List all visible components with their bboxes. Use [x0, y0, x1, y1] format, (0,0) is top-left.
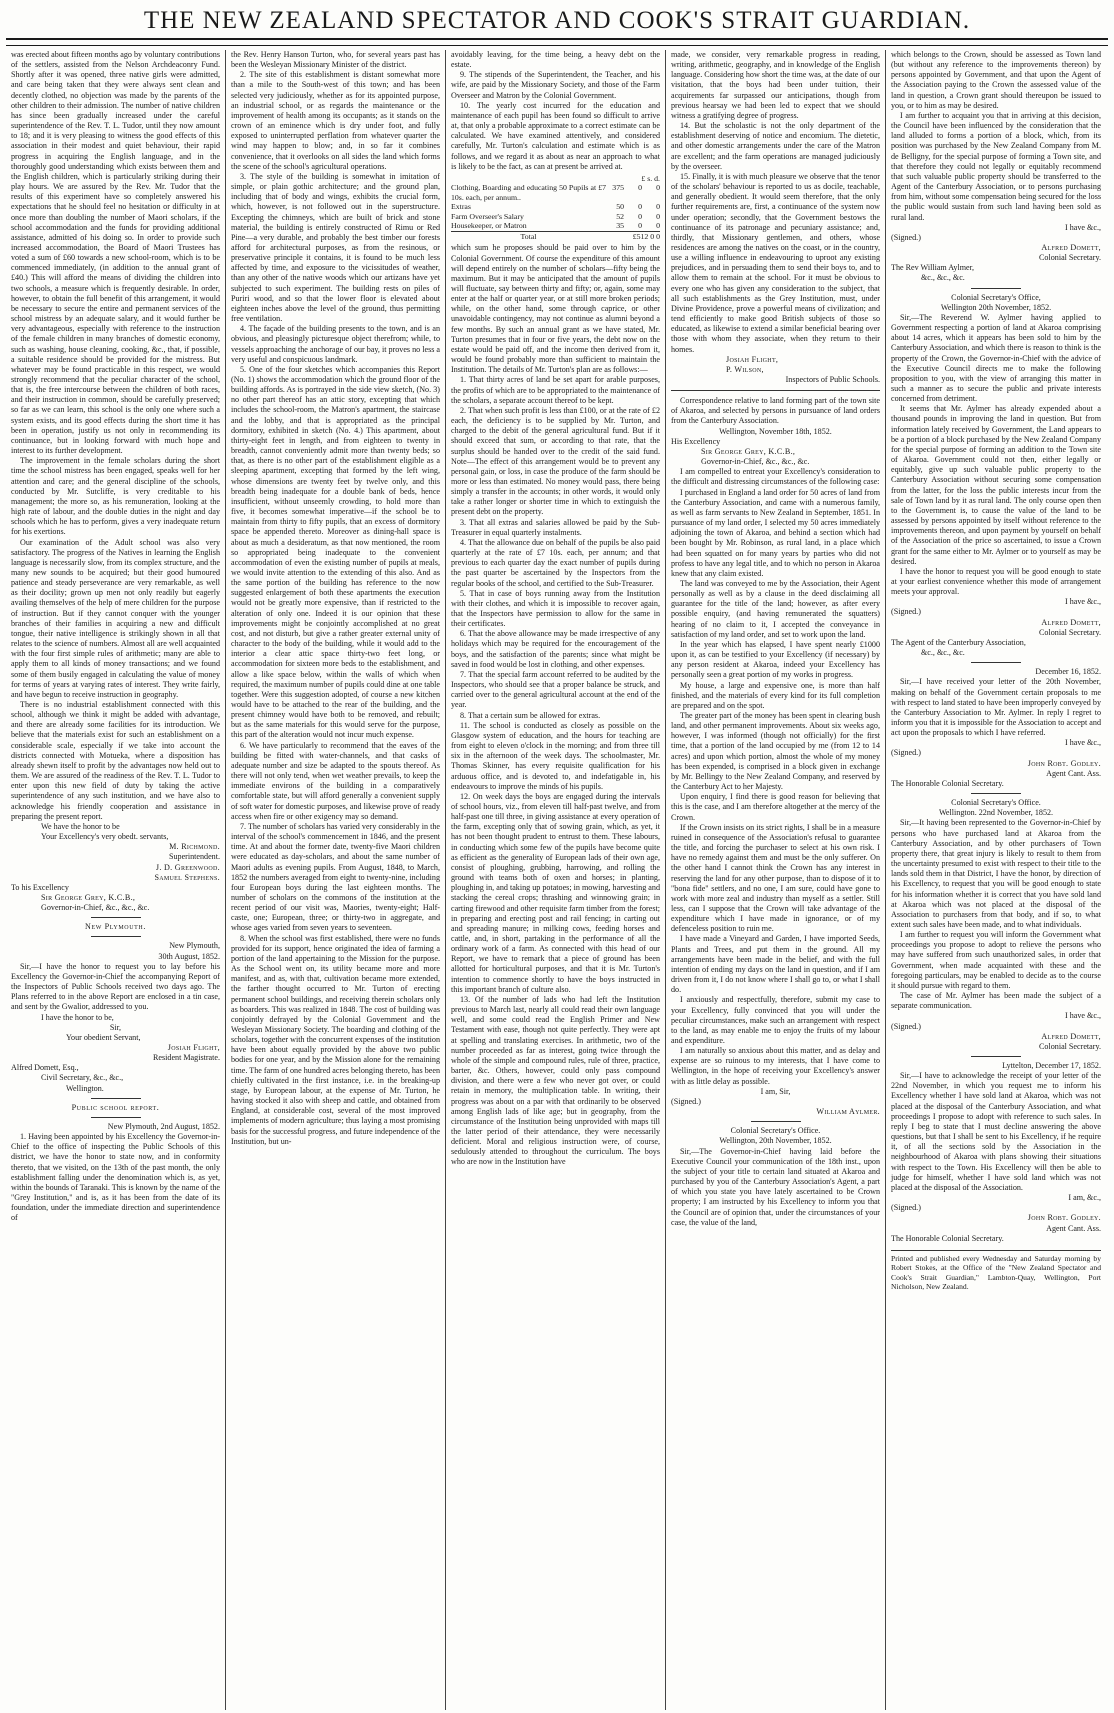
paragraph: Sir,—I have received your letter of the 20th November, making on behalf of the Government certain proposals to me with respect to land stated to have been improperly conveyed by the Canterbury Association to Mr. Aylmer. In reply I regret to inform you that it is impossible for the Association to accept and act upon the proposals to which I have referred.	[891, 677, 1101, 738]
cost-shillings: 0	[638, 202, 642, 212]
list-item: 1. That thirty acres of land be set apart for arable purposes, the profits of which are to be appropriated to the maintenance of the scholars, a separate account thereof to be kept.	[451, 375, 660, 405]
cost-shillings: 0	[638, 183, 642, 193]
paragraph: 7. The number of scholars has varied very considerably in the interval of the school's commencement in 1846, and the present time. At and about the former date, twenty-five Maori children were educated as day-scholars, and about the same number of Maori adults as evening pupils. From August, 1848, to March, 1852 the numbers averaged from eight to twenty-nine, including four European boys during the last eighteen months. The number of scholars on the commons of the institution at the recent period of our visit was, Maories, twenty-eight; Half-caste, one; European, three; or thirty-two in aggregate, and whose ages varied from seven years to seventeen.	[231, 821, 440, 933]
addressee: The Agent of the Canterbury Association,	[891, 637, 1026, 647]
signature: Alfred Domett,	[1041, 617, 1101, 627]
signature: William Aylmer.	[816, 1107, 880, 1117]
paragraph: I have the honor to request you will be good enough to state at your earliest convenience whether this mode of arrangement meets your approval.	[891, 566, 1101, 597]
cost-total-label: Total	[451, 231, 606, 241]
signature: Alfred Domett,	[1041, 242, 1101, 252]
paragraph: 9. The stipends of the Superintendent, the Teacher, and his wife, are paid by the Missionary Society, and those of the Farm Overseer and Matron by the Colonial Government.	[451, 70, 660, 100]
closing-line: I have &c.,	[1065, 738, 1101, 748]
section-intro: Correspondence relative to land forming part of the town site of Akaroa, and selected by persons in pursuance of land orders from the Canterbury Association.	[671, 396, 880, 426]
paragraph: 11. The school is conducted as closely as possible on the Glasgow system of education, and the hours for teaching are from eight to eleven o'clock in the morning; and from three till six in the afternoon of the week days. The schoolmaster, Mr. Thomas Skinner, has every requisite qualification for his arduous office, and is devoted to, and indefatigable in, his endeavours to improve the minds of his pupils.	[451, 720, 660, 791]
table-row	[451, 221, 660, 231]
paragraph: 2. The site of this establishment is distant somewhat more than a mile to the South-west of this town; and has been selected very judiciously, whether as for its appointed purpose, an industrial school, or as regards the maintenance or the improvement of health among its occupants; as it stands on the crown of an eminence which is dry under foot, and fully exposed to uninterrupted perflation from whatever quarter the wind may happen to blow; and, in so far it combines convenience, that it overlooks on all sides the land which forms the scene of the school's agricultural operations.	[231, 70, 440, 171]
signature-title: Colonial Secretary.	[1039, 1041, 1101, 1051]
paragraph: 12. On week days the boys are engaged during the intervals of school hours, viz., from eleven till half-past twelve, and from half-past one till three, in giving assistance at every operation of the farm, excepting only that of sowing grain, which, as yet, it has not been thought prudent to entrust to them. These labours, in conducting which some few of the pupils have become quite as efficient as the generality of European lads of their own age, consist of ploughing, grubbing, harrowing, and rolling the ground with teams both of oxen and horses; in planting, ploughing in, and taking up potatoes; in mowing, harvesting and stacking the cereal crops; thrashing and winnowing grain; in carting firewood and other requisite farm timber from the forest; in preparing and erecting post and rail fencing; in carting out and spreading manure; in milking cows, feeding horses and cattle, and, in short, partaking in the performance of all the ordinary work of a farm. As connected with this head of our Report, we have to remark that a piece of ground has been allotted for horticultural purposes, and that it is Mr. Turton's intention to commence shortly to have the boys instructed in this important branch of culture also.	[451, 791, 660, 994]
signature: John Robt. Godley.	[1027, 1213, 1101, 1223]
divider	[91, 1117, 141, 1118]
cost-label: Clothing, Boarding and educating 50 Pupils at £7 10s. each, per annum..	[451, 183, 606, 202]
table-row	[451, 212, 660, 222]
divider	[971, 793, 1021, 794]
column-2	[226, 50, 446, 1710]
dateline: New Plymouth, 2nd August, 1852.	[107, 1121, 220, 1131]
divider	[971, 1056, 1021, 1057]
masthead-rule	[6, 38, 1108, 46]
signature: M. Richmond.	[169, 842, 220, 852]
paragraph: which belongs to the Crown, should be assessed as Town land (but without any reference to the improvements thereon) by persons appointed by Government, and that upon the Agent of the Association paying to the Crown the assessed value of the land in question, a Crown grant should thereupon be issued to you, or to him as may be desired.	[891, 50, 1101, 110]
cost-label: Farm Overseer's Salary	[451, 211, 524, 221]
paragraph: Upon enquiry, I find there is good reason for believing that this is the case, and I am therefore altogether at the mercy of the Crown.	[671, 792, 880, 822]
closing-line: Your Excellency's very obedt. servants,	[41, 832, 169, 842]
signed-mark: (Signed.)	[891, 607, 921, 617]
cost-pounds: 52	[616, 211, 624, 221]
signed-mark: (Signed.)	[891, 748, 921, 758]
divider	[91, 917, 141, 918]
signature-title: Agent Cant. Ass.	[1046, 768, 1101, 778]
table-row-total	[451, 231, 660, 241]
column-4	[666, 50, 886, 1710]
signature: P. Wilson,	[726, 364, 764, 374]
closing-line: I have &c.,	[1065, 1011, 1101, 1021]
paragraph: 8. When the school was first established, there were no funds provided for its support, hence originated the idea of farming a portion of the land appertaining to the Mission for the purpose. As the School went on, its utility became more and more manifest, and as, with that, cultivation became more extended, the farther thought occurred to Mr. Turton of erecting permanent school buildings, and receiving therein scholars only as boarders. This was realized in 1848. The cost of building was conjointly defrayed by the Colonial Government and the Wesleyan Missionary Society. The boarding and clothing of the scholars, together with the concurrent expenses of the institution have been about equally provided by the above two public bodies for one year, and by the Mission alone for the remaining time. The farm of one hundred acres belonging thereto, has been chiefly cultivated in the first instance, i.e. in the breaking-up stage, by European labour, at the expense of Mr. Turton, he having stocked it also with sheep and cattle, and obtained from England, at considerable cost, several of the most improved implements of modern agriculture; thus laying a most promising basis for the successful progress, and future independence of the Institution, but un-	[231, 933, 440, 1146]
addressee: Civil Secretary, &c., &c.,	[41, 1073, 124, 1083]
closing-line: I am, &c.,	[1068, 1193, 1101, 1203]
section-heading: New Plymouth.	[85, 922, 146, 932]
office-heading: Colonial Secretary's Office.	[951, 798, 1041, 808]
list-item: 2. That when such profit is less than £100, or at the rate of £2 each, the deficiency is to be supplied by Mr. Turton, and charged to the debit of the general agricultural fund. But if it should exceed that sum, or according to that rate, that the surplus should be handed over to the credit of the said fund. Note—The effect of this arrangement would be to prevent any personal gain, or loss, in case the produce of the farm should be more or less than estimated. No money would pass, there being simply a transfer in the accounts; in other words, it would only take a rather longer or shorter time in which to extinguish the present debt on the property.	[451, 405, 660, 517]
cost-pence: 0	[656, 183, 660, 193]
paragraph: 1. Having been appointed by his Excellency the Governor-in-Chief to the office of inspecting the Public Schools of this district, we have the honor to state now, and in conformity thereto, that we visited, on the 13th of the past month, the only establishment falling under the denomination which is, as yet, within the bounds of Taranaki. This is known by the name of the "Grey Institution," and is, as it has been from the date of its foundation, under the immediate direction and superintendence of	[11, 1132, 220, 1223]
cost-label: Housekeeper, or Matron	[451, 221, 527, 231]
divider	[751, 1121, 801, 1122]
paragraph: was erected about fifteen months ago by voluntary contributions of the settlers, assisted from the Nelson Archdeaconry Fund. Shortly after it was opened, three native girls were admitted, and care being taken that they were always sent clean and decently clothed, no objection was made by the parents of the other children to their admission. The number of native children has since been gradually increased under the careful superintendence of the Rev. T. L. Tudor, until they now amount to 18; and it is very pleasing to witness the good effects of this association in their modest and quiet behaviour, their rapid progress in acquiring the English language, and in the thoroughly good understanding which exists between them and the English children, which is particularly striking during their play hours. We are assured by the Rev. Mr. Tudor that the results of this experiment have so completely answered his expectations that he should feel no hesitation or difficulty in at once more than doubling the number of Maori scholars, if the school accommodation and the funds for providing additional assistance, admitted of his doing so. In order to provide such increased accommodation, the Board of Maori Trustees has voted a sum of £60 towards a new school-room, which is to be commenced immediately, (in addition to the annual grant of £40.) This will afford the means of dividing the children into two schools, a measure which is frequently desirable. In order, however, to obtain the full benefit of this arrangement, it would be necessary to secure the entire and permanent services of the school mistress by an adequate salary, and it would further be very advantageous, especially with reference to the instruction of the female children in many branches of domestic economy, such as washing, house cleaning, cooking, &c., that, if possible, a suitable residence should be provided for the mistress. But whatever may be found practicable in this respect, we would strongly recommend that the peculiar character of the school, that is, the free intercourse between the children of both races, and their instruction in common, should be carefully preserved; so far as we can learn, this school is the only one where such a system exists, and its good effects during the short time it has been in operation, justify us not only in recommending its continuance, but in looking forward with much hope and interest to its further development.	[11, 50, 220, 456]
cost-shillings: 0	[638, 211, 642, 221]
paragraph: 15. Finally, it is with much pleasure we observe that the tenor of the scholars' behaviour is reported to us as docile, teachable, and generally obedient. It would seem therefore, that the only further requirements are, first, a continuance of the system now under operation; secondly, that the Government bestows the continuance of its patronage and pecuniary assistance; and, thirdly, that Missionary gentlemen, and others, whose residences are among the natives on the coast, or in the country, use a willing influence in endeavouring to uproot any existing prejudices, and in persuading them to send their boys to, and to allow them to remain at the school. For it must be obvious to every one who has given any consideration to the subject, that all such establishments as the Grey Institution, must, under Divine Providence, prove a powerful means of civilization; and tend efficiently to make good British subjects of those so educated, as likewise to extend a similar beneficial bearing over those with whom they associate, when they return to their homes.	[671, 171, 880, 354]
paragraph: which sum he proposes should be paid over to him by the Colonial Government. Of course the expenditure of this amount will depend entirely on the number of scholars—fifty being the maximum. But it may be anticipated that the amount of pupils will fluctuate, say between thirty and fifty; or, again, some may enter at the half or quarter year, or at still more broken periods; while, on the other hand, some through caprice, or other unavoidable contingency, may not continue as alumni beyond a few months. By such an annual grant as we have stated, Mr. Turton presumes that in four or five years, the debt now on the estate would be paid off, and the income then derived from it, would be found probably more than sufficient to maintain the Institution. The details of Mr. Turton's plan are as follows:—	[451, 243, 660, 375]
dateline: Wellington 20th November, 1852.	[940, 302, 1052, 312]
closing-line: I have &c.,	[1065, 597, 1101, 607]
paragraph: Our examination of the Adult school was also very satisfactory. The progress of the Natives in learning the English language is necessarily slow, from its complex structure, and the many new sounds to be acquired; but their good humoured patience and steady perseverance are very remarkable, as well as their docility; grown up men not only readily but eagerly availing themselves of the help of mere children for the purpose of instruction. But if they cannot conquer with the younger branches of their families in acquiring a new and difficult tongue, their native intelligence is strikingly shown in all that relates to the science of numbers. Almost all are well acquainted with the four first simple rules of arithmetic; many are able to apply them to all kinds of money transactions; and we found some of them busily engaged in calculating the value of money for terms of years at varying rates of interest. They write fairly, and have begun to receive instruction in geography.	[11, 537, 220, 699]
paragraph: The greater part of the money has been spent in clearing bush land, and other permanent improvements. About six weeks ago, however, I was informed (though not officially) for the first time, that a portion of the land occupied by me (from 12 to 14 acres) and upon which portion, almost the whole of my money has been expended, is comprised in a block given in exchange by Mr. Bellingy to the New Zealand Company, and reserved by the Canterbury Act to her Majesty.	[671, 711, 880, 792]
signature: Samuel Stephens.	[154, 872, 220, 882]
dateline: New Plymouth,	[169, 941, 220, 951]
list-item: 3. That all extras and salaries allowed be paid by the Sub-Treasurer in equal quarterly instalments.	[451, 517, 660, 537]
paragraph: 14. But the scholastic is not the only department of the establishment deserving of notice and encomium. The dietetic, and other domestic arrangements under the care of the Matron are excellent; and the farm operations are managed judiciously by the overseer.	[671, 121, 880, 171]
cost-pence: 0	[656, 202, 660, 212]
paragraph: Sir,—The Reverend W. Aylmer having applied to Government respecting a portion of land at Akaroa comprising about 14 acres, which it appears has been sold to him by the Canterbury Association, and which there is reason to think is the property of the Crown, the Governor-in-Chief with the advice of the Executive Council directs me to make the following proposition to you, with the view of arranging this matter in such a manner as to secure the public and private interests concerned from detriment.	[891, 312, 1101, 404]
dateline: Wellington, November 18th, 1852.	[719, 426, 832, 436]
cost-pounds: 375	[612, 183, 624, 193]
paragraph: If the Crown insists on its strict rights, I shall be in a measure ruined in consequence of the Association's refusal to guarantee the title, and forcing the purchaser to select at his own risk. I have no remedy against them and must be the only sufferer. On the other hand I cannot think the Crown has any interest in reserving the land for any other purpose, than to dispose of it to "bona fide" settlers, and no one, I am sure, could have gone to work with more zeal and industry than myself as a settler. Still less, can I suppose that the Crown will take advantage of the expenditure which I have made in ignorance, or of my defenceless position to ruin me.	[671, 822, 880, 934]
signature-title: Agent Cant. Ass.	[1046, 1223, 1101, 1233]
cost-pence: 0	[656, 221, 660, 231]
list-item: 5. That in case of boys running away from the Institution with their clothes, and which it is impossible to recover again, that the Inspectors have permission to allow for the same in their certificates.	[451, 588, 660, 629]
column-3	[446, 50, 666, 1710]
masthead-title: THE NEW ZEALAND SPECTATOR AND COOK'S STRAIT GUARDIAN.	[143, 7, 971, 34]
signature-title: Inspectors of Public Schools.	[785, 375, 880, 384]
list-item: 4. That the allowance due on behalf of the pupils be also paid quarterly at the rate of £7 10s. each, per annum; and that previous to each quarter day the exact number of pupils during the past quarter be ascertained by the Inspectors from the regular books of the school, and certified to the Sub-Treasurer.	[451, 537, 660, 588]
signed-mark: (Signed.)	[891, 1021, 921, 1031]
paragraph: the Rev. Henry Hanson Turton, who, for several years past has been the Wesleyan Missionary Minister of the district.	[231, 50, 440, 70]
paragraph: 4. The façade of the building presents to the town, and is an obvious, and pleasingly picturesque object therefrom; while, to vessels approaching the anchorage of our bay, it proves no less a very useful and conspicuous landmark.	[231, 324, 440, 364]
paragraph: I am naturally so anxious about this matter, and as delay and expense are so ruinous to my interests, that I have come to Wellington, in the hope of receiving your Excellency's answer with as little delay as possible.	[671, 1046, 880, 1086]
addressee: Governor-in-Chief, &c., &c., &c.	[41, 903, 150, 913]
paragraph: 13. Of the number of lads who had left the Institution previous to March last, nearly all could read their own language well, and some could read the English Primer and New Testament with ease, though not quite perfectly. They were apt at spelling and translating exercises. In arithmetic, two of the number proceeded as far as interest, going twice through the whole of the simple and compound rules, rule of three, practice, barter, &c. Others, however, could only pass compound division, and there were a few who never got over, or could retain in memory, the multiplication table. In writing, their progress was about on a par with that ordinarily to be observed among English lads of like age; but in geography, from the circumstance of the Institution being unprovided with maps till the latter period of their attendance, they were necessarily deficient. Moral and religious instruction were, of course, sedulously attended to throughout the curriculum. The boys who are now in the Institution have	[451, 994, 660, 1167]
section-heading: Public school report.	[71, 1102, 160, 1112]
printer-imprint	[891, 1250, 1101, 1292]
closing-line: Sir,	[109, 1022, 122, 1032]
divider	[971, 288, 1021, 289]
cost-pounds: 35	[616, 221, 624, 231]
paragraph: The case of Mr. Aylmer has been made the subject of a separate communication.	[891, 991, 1101, 1011]
cost-table-header: £ s. d.	[641, 173, 660, 183]
cost-pounds: 50	[616, 202, 624, 212]
divider	[971, 662, 1021, 663]
closing-line: I have the honor to be,	[41, 1012, 114, 1022]
paragraph: 5. One of the four sketches which accompanies this Report (No. 1) shows the accommodation which the ground floor of the building affords. As is portrayed in the side view sketch, (No. 3) no other part thereof has an attic story, excepting that which includes the school-room, the Matron's apartment, the staircase and the lobby, and that is appropriated as the principal dormitory, exhibited in sketch (No. 4.) This apartment, about thirty-eight feet in length, and from eighteen to twenty in breadth, cannot conveniently admit more than twenty beds; so that, as there is no other part of the establishment eligible as a sleeping apartment, excepting that formed by the left wing, whose dimensions are twenty feet by twelve only, and this breadth being inadequate for a double bank of beds, hence insufficient, without unseemly crowding, to hold more than five, it becomes somewhat imperative—if the school be to maintain from thirty to fifty pupils, that an excess of dormitory space be appended thereto. Moreover as dining-hall space is about as much a desideratum, as that now mentioned, the room so appropriated being inadequate to the convenient accommodation of even the existing number of pupils at meals, we would invite attention to the extending of this also. And as the same portion of the building has reference to the now suggested enlargement of both these apartments the execution would not be greatly more expensive, than if restricted to the alteration of only one. Indeed it is our opinion that these improvements might be conjointly accomplished at no great cost, and not disturb, but give a rather greater external unity of character to the body of the building, while it would add to the interior a clear attic space thirty-two feet long, or accommodation for sixteen more beds to the establishment, and allow a like space below, within the walls of which when required, the maximum number of pupils could dine at one table together. Were this suggestion adopted, of course a new kitchen would have to be attached to the rear of the building, and the present chimney would have both to be removed, and rebuilt; but as the same materials for this would serve for the purpose, this part of the alteration would not incur much expense.	[231, 364, 440, 740]
divider	[671, 390, 880, 391]
signature: Josiah Flight,	[167, 1043, 220, 1052]
paragraph: I have made a Vineyard and Garden, I have imported Seeds, Plants and Trees, and put them in the ground. All my arrangements have been made in the belief, and with the full intention of ending my days on the land in question, and if I am driven from it, I do not know where I shall go to, or what I shall do.	[671, 934, 880, 995]
paragraph: I purchased in England a land order for 50 acres of land from the Canterbury Association, and came with a numerous family, as well as farm servants to New Zealand in September, 1851. In pursuance of my land order, I selected my 50 acres immediately adjoining the town of Akaroa, and behind a section which had been bought by Mr. Robinson, as rural land, in a place which had been squatted on for many years by parties who did not profess to have any legal title, and to which no person in Akaroa knew that any claim existed.	[671, 487, 880, 578]
paragraph: 6. We have particularly to recommend that the eaves of the building be fitted with water-channels, and that casks of adequate number and size be adapted to the spouts thereof. As there will not only tend, when wet weather prevails, to keep the immediate environs of the building in a comparatively comfortable state, but will afford generally a convenient supply of soft water for domestic purposes, and likewise prove of ready access when fire or other exigency may so demand.	[231, 740, 440, 821]
signature: Alfred Domett,	[1041, 1031, 1101, 1041]
list-item: 6. That the above allowance may be made irrespective of any holidays which may be required for the encouragement of the boys, and the satisfaction of the parents; since what might be saved in food would be lost in clothing, and other expenses.	[451, 629, 660, 669]
columns	[6, 50, 1108, 1710]
paragraph: The improvement in the female scholars during the short time the school mistress has been engaged, speaks well for her attention and care; and the general discipline of the schools, conducted by Mr. Sutcliffe, is very creditable to his management; the more so, as his remuneration, looking at the high rate of labour, and the double duties in the night and day schools which he has to perform, gives a very inadequate return for his exertions.	[11, 456, 220, 537]
addressee: The Honorable Colonial Secretary.	[891, 778, 1004, 788]
addressee: Wellington.	[66, 1083, 104, 1093]
addressee: Alfred Domett, Esq.,	[11, 1063, 79, 1073]
signed-mark: (Signed.)	[891, 232, 921, 242]
closing-line: I am, Sir,	[760, 1086, 791, 1096]
imprint-text: Printed and published every Wednesday and Saturday morning by Robert Stokes, at the Office of the "New Zealand Spectator and Cook's Strait Guardian," Lambton-Quay, Wellington, Port Nicholson, New Zealand.	[891, 1253, 1101, 1292]
paragraph: 10. The yearly cost incurred for the education and maintenance of each pupil has been found so difficult to arrive at, that only a probable approximate to a correct estimate can be calculated. We have examined attentively, and considered carefully, Mr. Turton's calculation and estimate which is as follows, and we regard it as about as near an approach to what is likely to be the fact, as can at present be arrived at.	[451, 100, 660, 171]
dateline: Lyttelton, December 17, 1852.	[1002, 1061, 1101, 1070]
paragraph: I am compelled to entreat your Excellency's consideration to the difficult and distressing circumstances of the following case:	[671, 467, 880, 487]
dateline: December 16, 1852.	[1035, 667, 1101, 677]
addressee: &c., &c., &c.	[921, 648, 965, 658]
cost-table	[451, 174, 660, 242]
list-item: 8. That a certain sum be allowed for extras.	[460, 710, 601, 720]
paragraph: There is no industrial establishment connected with this school, although we think it might be added with advantage, and there are already some facilities for its introduction. We believe that the materials exist for such an establishment on a considerable scale, especially if we take into account the districts connected with Motueka, where a disposition has already shewn itself to profit by the advantages now held out to them. We are assured of the readiness of the Rev. T. L. Tudor to enter upon this new field of duty by taking the active superintendence of any such institution, and we have also to acknowledge his friendly cooperation and assistance in preparing the present report.	[11, 700, 220, 821]
paragraph: The land was conveyed to me by the Association, their Agent personally as well as by a clause in the deed disclaiming all guarantee for the title of the land; however, as after every possible enquiry, (and having remunerated the squatters) hearing of no claim to it, I accepted the conveyance in satisfaction of my land order, and set to work upon the land.	[671, 578, 880, 639]
signature-title: Superintendent.	[168, 852, 220, 862]
addressee: Sir George Grey, K.C.B.,	[41, 892, 136, 902]
addressee: &c., &c., &c.	[921, 273, 965, 283]
closing-line: We have the honor to be	[41, 821, 120, 831]
office-heading: Colonial Secretary's Office.	[730, 1126, 821, 1136]
paragraph: Sir,—I have the honor to request you to lay before his Excellency the Governor-in-Chief the accompanying Report of the Inspectors of Public Schools received two days ago. The Plans referred to in the above Report are enclosed in a tin case, and sent by the Gwalior, addressed to you.	[11, 961, 220, 1012]
closing-line: I have &c.,	[1065, 222, 1101, 232]
paragraph: I am further to acquaint you that in arriving at this decision, the Council have been influenced by the consideration that the land alluded to forms a portion of a block, which, from its position was purchased by the New Zealand Company from M. de Belligny, for the special purpose of forming a Town site, and that therefore they could not legally or equitably recommend that such valuable public property should be transferred to the Agent of the Canterbury Association, or to persons purchasing from him, without some compensation being secured for the loss the public would sustain from such land having been sold as rural land.	[891, 110, 1101, 222]
paragraph: In the year which has elapsed, I have spent nearly £1000 upon it, as can be testified to your Excellency (if necessary) by any person resident at Akaroa, indeed your Excellency has personally seen a great portion of my works in progress.	[671, 639, 880, 680]
signature-title: Colonial Secretary.	[1039, 627, 1101, 637]
addressee: Governor-in-Chief, &c., &c., &c.	[701, 457, 810, 467]
paragraph: My house, a large and expensive one, is more than half finished, and the materials of every kind for its full completion are prepared and on the spot.	[671, 680, 880, 710]
signed-mark: (Signed.)	[671, 1096, 701, 1106]
list-item: 7. That the special farm account referred to be audited by the Inspectors, who should see that a proper balance be struck, and carried over to the general agricultural account at the end of the year.	[451, 669, 660, 710]
dateline: Wellington. 22nd November, 1852.	[938, 808, 1054, 818]
paragraph: I am further to request you will inform the Government what proceedings you propose to adopt to relieve the persons who may have suffered from such unauthorized sales, in order that Government, when made acquainted with these and the foregoing particulars, may be enabled to decide as to the course it should pursue with regard to them.	[891, 930, 1101, 990]
table-row	[451, 183, 660, 202]
paragraph: avoidably leaving, for the time being, a heavy debt on the estate.	[451, 50, 660, 70]
signature-title: Colonial Secretary.	[1039, 253, 1101, 263]
table-row	[451, 202, 660, 212]
paragraph: Sir,—It having been represented to the Governor-in-Chief by persons who have purchased land at Akaroa from the Canterbury Association, and by other purchasers of Town property there, that great injury is likely to result to them from the uncertainty presumed to exist with respect to their title to the lands sold them in that District, I have the honor, by direction of his Excellency, to request that you will be good enough to state for his information whether it is correct that you have sold land at Akaroa which was not placed at the disposal of the Association to purchasers from that body, and if so, to what extent such sales have been made, and to what individuals.	[891, 818, 1101, 929]
divider	[91, 936, 141, 937]
office-heading: Colonial Secretary's Office,	[951, 292, 1041, 302]
closing-line: Your obedient Servant,	[66, 1032, 141, 1042]
signature-title: Resident Magistrate.	[153, 1053, 220, 1063]
cost-shillings: 0	[638, 221, 642, 231]
paragraph: Sir,—The Governor-in-Chief having laid before the Executive Council your communication of the 18th inst., upon the subject of your title to certain land situated at Akaroa and purchased by you of the Canterbury Association's Agent, a part of which you state you have lately ascertained to be Crown property; I am instructed by his Excellency to inform you that the Council are of opinion that, under the circumstances of your case, the value of the land,	[671, 1146, 880, 1227]
cost-pence: 0	[656, 211, 660, 221]
dateline: 30th August, 1852.	[158, 951, 220, 961]
dateline: Wellington, 20th November, 1852.	[719, 1136, 832, 1146]
addressee: The Honorable Colonial Secretary.	[891, 1233, 1004, 1243]
column-5	[886, 50, 1106, 1710]
paragraph: 3. The style of the building is somewhat in imitation of simple, or plain gothic architecture; and the ground plan, including that of body and wings, exhibits the crucial form, which, however, is not followed out in the superstructure. Excepting the chimneys, which are built of brick and stone material, the building is entirely constructed of Rimu or Red Pine—a very durable, and probably the best timber our forests afford for architectural purposes, as from the resinous, or preservative principle it contains, it is found to be much less affected by time, and exposure to the vicissitudes of weather, than any other of the native woods which our artizans have yet subjected to such experiment. The building rests on piles of Puriri wood, and so that the lower floor is elevated about eighteen inches above the level of the ground, thus permitting free ventilation.	[231, 171, 440, 324]
column-1	[6, 50, 226, 1710]
paragraph: I anxiously and respectfully, therefore, submit my case to your Excellency, fully convinced that you will under the peculiar circumstances, make such an arrangement with respect to the land, as may enable me to enjoy the fruits of my labour and expenditure.	[671, 995, 880, 1045]
signature: John Robt. Godley.	[1027, 758, 1101, 768]
addressee: Sir George Grey, K.C.B.,	[701, 446, 796, 456]
cost-total-value: £512 0 0	[606, 231, 660, 241]
signature: Josiah Flight,	[726, 354, 779, 364]
paragraph: It seems that Mr. Aylmer has already expended about a thousand pounds in improving the land in question. But from information lately received by Government, the Land appears to be a portion of a block purchased by the New Zealand Company for the special purpose of forming an addition to the Town site of Akaroa. Government could not then, either legally or equitably, give up such valuable public property to the Canterbury Association without securing some compensation from the latter, for the loss the public interests incur from the sale of Town land by it as rural land. The only course open then to the Government is, to cause the value of the land to be assessed by persons appointed by itself without reference to the improvements thereon, and upon payment by yourself on behalf of the Association of the price so ascertained, to issue a Crown grant for the same either to Mr. Aylmer or to yourself as may be desired.	[891, 404, 1101, 566]
signed-mark: (Signed.)	[891, 1203, 921, 1213]
cost-label: Extras	[451, 202, 471, 212]
paragraph: made, we consider, very remarkable progress in reading, writing, arithmetic, geography, and in knowledge of the English language. Considering how short the time was, at the date of our visitation, that the boys had been under tuition, their acquirements far surpassed our anticipations, though from previous hearsay we had been led to expect that we should witness a gratifying degree of progress.	[671, 50, 880, 120]
addressee: His Excellency	[671, 436, 721, 446]
divider	[91, 1098, 141, 1099]
addressee: The Rev William Aylmer,	[891, 263, 974, 273]
addressee: To his Excellency	[11, 882, 69, 892]
paragraph: Sir,—I have to acknowledge the receipt of your letter of the 22nd November, in which you request me to inform his Excellency whether I have sold land at Akaroa, which was not placed at the disposal of the Canterbury Association, and what proceedings I propose to adopt with reference to such sales. In reply I beg to state that I must decline answering the above questions, but that I shall be sent to his Excellency, if he require it, of all the sections sold by the Association in the neighbourhood of Akaroa with plans showing their situations with respect to the Town. His Excellency will then be able to judge for himself, whether I have sold land which was not placed at the disposal of the Association.	[891, 1071, 1101, 1192]
signature: J. D. Greenwood.	[155, 862, 220, 872]
